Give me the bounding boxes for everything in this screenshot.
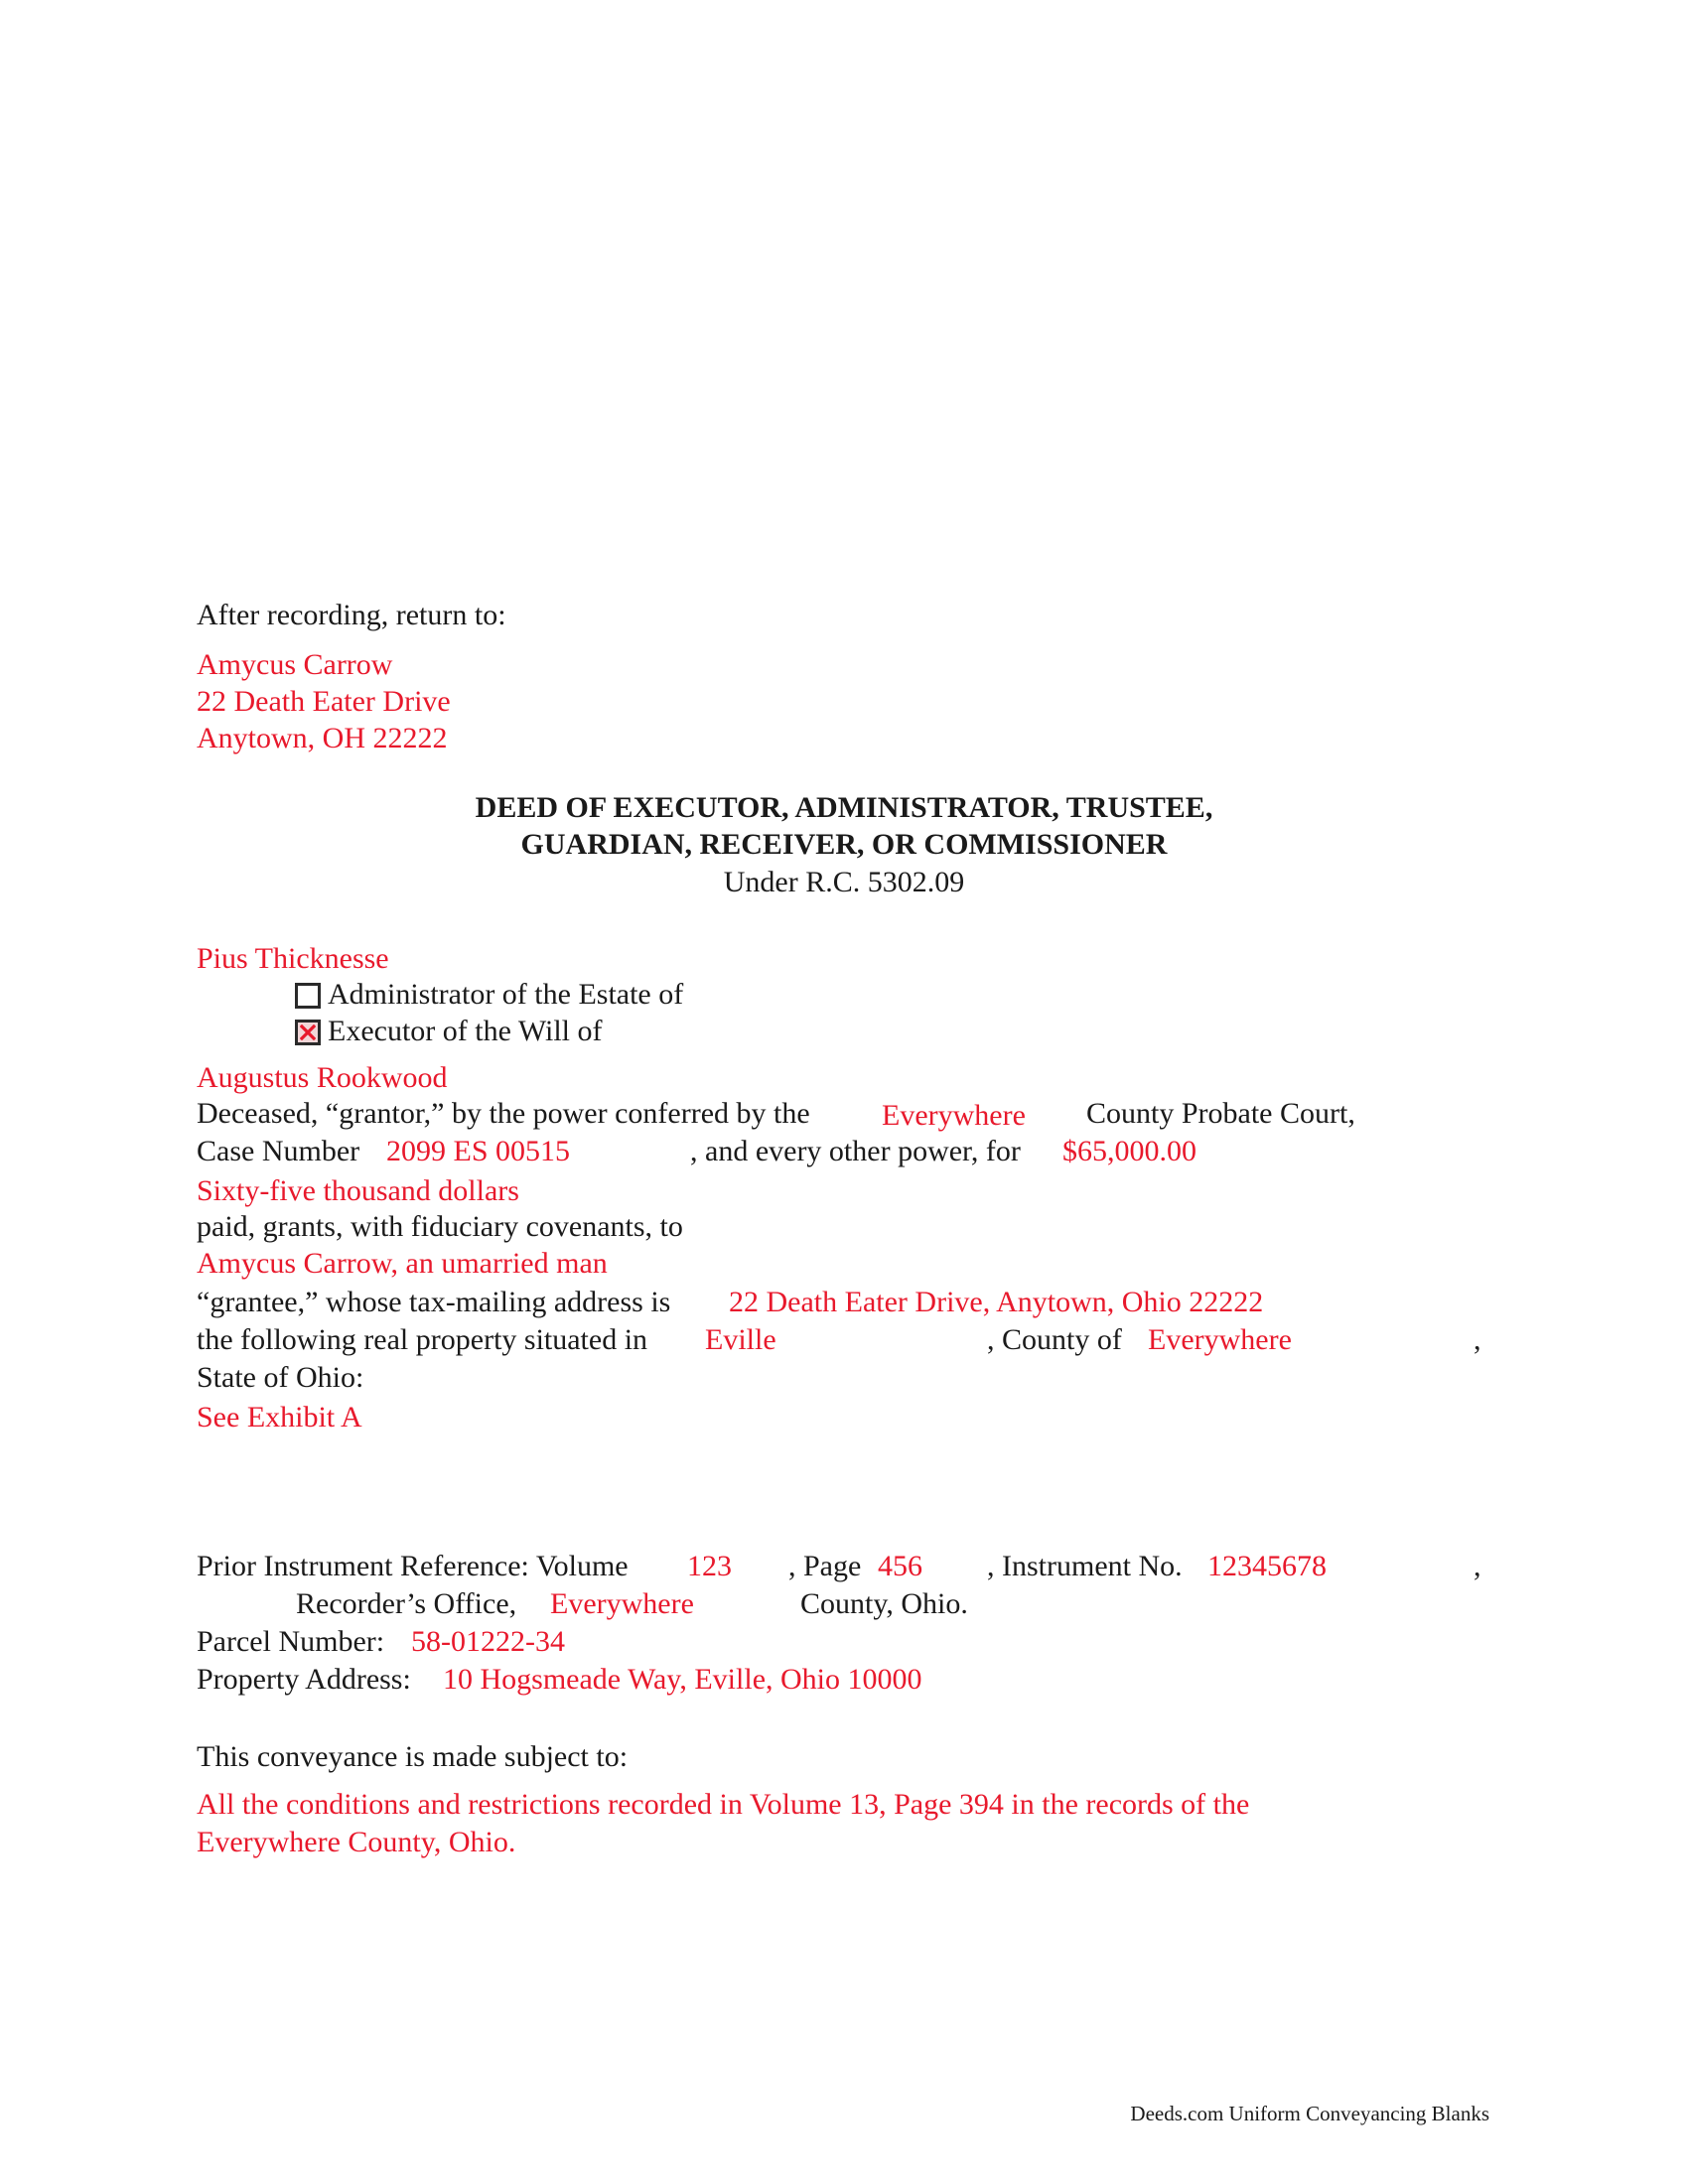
return-to-name: Amycus Carrow xyxy=(197,648,393,681)
prior-volume: 123 xyxy=(687,1550,732,1582)
property-address-label: Property Address: xyxy=(197,1663,411,1696)
case-number: 2099 ES 00515 xyxy=(386,1135,571,1167)
conveyance-line1: All the conditions and restrictions recorded in Volume 13, Page 394 in the records of the xyxy=(197,1788,1250,1821)
parcel-number: 58-01222-34 xyxy=(411,1625,565,1658)
county-ohio-text: County, Ohio. xyxy=(800,1587,968,1620)
administrator-checkbox[interactable] xyxy=(295,983,321,1009)
grantee-name: Amycus Carrow, an umarried man xyxy=(197,1247,608,1280)
administrator-option-label: Administrator of the Estate of xyxy=(328,978,684,1011)
state-text: State of Ohio: xyxy=(197,1361,364,1394)
fiduciary-name: Pius Thicknesse xyxy=(197,942,389,975)
instrument-no-label: , Instrument No. xyxy=(987,1550,1183,1582)
county-of-text: , County of xyxy=(987,1323,1122,1356)
probate-court-text: County Probate Court, xyxy=(1086,1097,1355,1130)
checked-x-icon xyxy=(300,1024,316,1040)
every-other-power-text: , and every other power, for xyxy=(690,1135,1021,1167)
deed-subtitle: Under R.C. 5302.09 xyxy=(723,866,965,898)
prior-page-label: , Page xyxy=(788,1550,862,1582)
recorder-county: Everywhere xyxy=(550,1587,694,1620)
parcel-label: Parcel Number: xyxy=(197,1625,385,1658)
decedent-name: Augustus Rookwood xyxy=(197,1061,448,1094)
deed-title-line2: GUARDIAN, RECEIVER, OR COMMISSIONER xyxy=(520,828,1168,861)
deceased-text: Deceased, “grantor,” by the power conferred by the xyxy=(197,1097,810,1130)
property-address: 10 Hogsmeade Way, Eville, Ohio 10000 xyxy=(443,1663,922,1696)
executor-checkbox[interactable] xyxy=(295,1020,321,1045)
case-number-label: Case Number xyxy=(197,1135,360,1167)
instrument-number: 12345678 xyxy=(1207,1550,1327,1582)
situated-in-text: the following real property situated in xyxy=(197,1323,648,1356)
footer-text: Deeds.com Uniform Conveyancing Blanks xyxy=(1130,2102,1489,2125)
return-to-label: After recording, return to: xyxy=(197,599,506,631)
recorder-label: Recorder’s Office, xyxy=(296,1587,517,1620)
property-city: Eville xyxy=(705,1323,776,1356)
deed-title-line1: DEED OF EXECUTOR, ADMINISTRATOR, TRUSTEE, xyxy=(475,791,1213,824)
executor-option-label: Executor of the Will of xyxy=(328,1015,603,1047)
consideration-words: Sixty-five thousand dollars xyxy=(197,1174,519,1207)
legal-description: See Exhibit A xyxy=(197,1401,362,1433)
instrument-comma: , xyxy=(1474,1550,1481,1582)
grantee-address-label: “grantee,” whose tax-mailing address is xyxy=(197,1286,671,1318)
grantee-address: 22 Death Eater Drive, Anytown, Ohio 22222 xyxy=(729,1286,1264,1318)
return-to-city: Anytown, OH 22222 xyxy=(197,722,448,754)
probate-county: Everywhere xyxy=(882,1099,1026,1132)
property-county: Everywhere xyxy=(1148,1323,1292,1356)
paid-text: paid, grants, with fiduciary covenants, to xyxy=(197,1210,683,1243)
county-comma: , xyxy=(1474,1323,1481,1356)
prior-instrument-label: Prior Instrument Reference: Volume xyxy=(197,1550,629,1582)
return-to-street: 22 Death Eater Drive xyxy=(197,685,451,718)
prior-page: 456 xyxy=(878,1550,922,1582)
consideration-amount: $65,000.00 xyxy=(1062,1135,1196,1167)
conveyance-line2: Everywhere County, Ohio. xyxy=(197,1826,516,1858)
conveyance-label: This conveyance is made subject to: xyxy=(197,1740,629,1773)
